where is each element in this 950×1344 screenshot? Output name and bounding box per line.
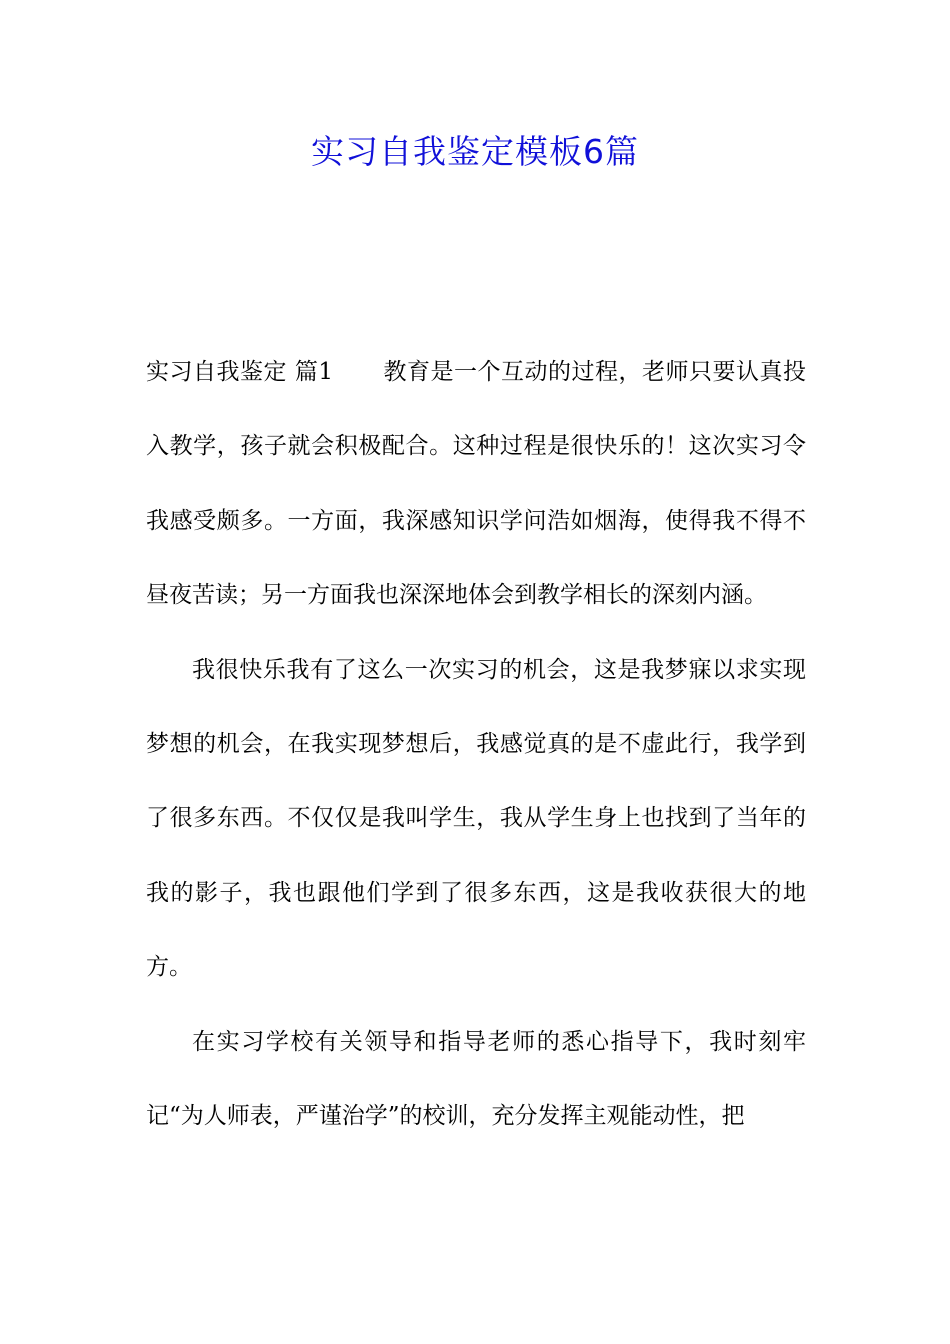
document-body: [146, 335, 806, 1153]
paragraph-3: 在实习学校有关领导和指导老师的悉心指导下，我时刻牢记“为人师表，严谨治学”的校训，充分发挥主观能动性，把: [146, 1028, 806, 1130]
document-title: 实习自我鉴定模板6篇: [311, 132, 639, 171]
paragraph-2: 我很快乐我有了这么一次实习的机会，这是我梦寐以求实现梦想的机会，在我实现梦想后，我感觉真的是不虚此行，我学到了很多东西。不仅仅是我叫学生，我从学生身上也找到了当年的我的影子，我也跟他们学到了很多东西，这是我收获很大的地方。: [146, 656, 806, 981]
paragraph-1: [146, 335, 806, 633]
section-label: 实习自我鉴定 篇1: [146, 359, 333, 385]
paragraph-1-text: 教育是一个互动的过程，老师只要认真投入教学，孩子就会积极配合。这种过程是很快乐的！这次实习令我感受颇多。一方面，我深感知识学问浩如烟海，使得我不得不昼夜苦读；另一方面我也深深地体会到教学相长的深刻内涵。: [146, 359, 807, 609]
